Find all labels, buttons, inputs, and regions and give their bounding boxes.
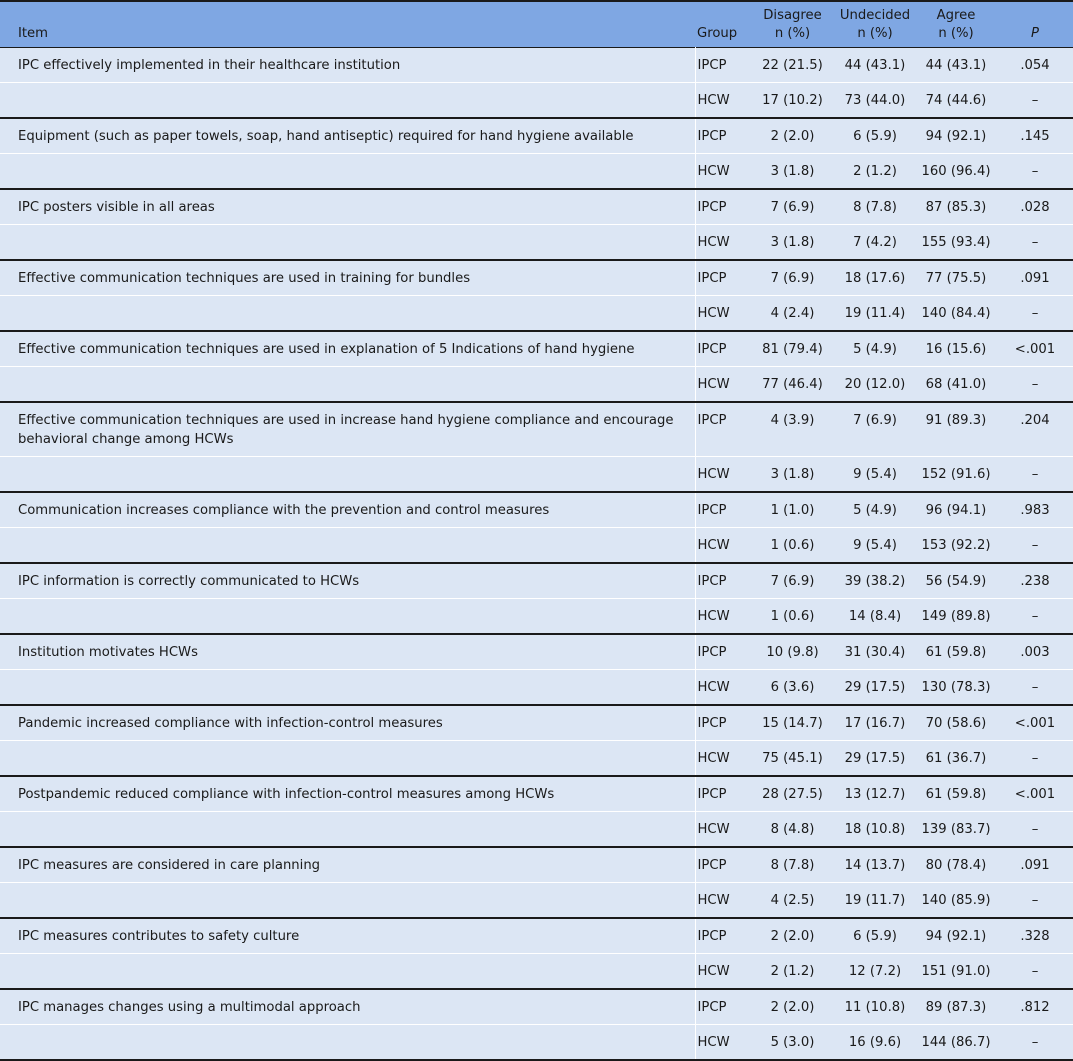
undecided-cell: 29 (17.5)	[844, 679, 906, 695]
agree-cell: 139 (83.7)	[921, 821, 991, 837]
item-spacer	[0, 953, 695, 989]
p-value-cell: <.001	[997, 776, 1073, 812]
group-cell: IPCP	[695, 918, 750, 954]
table-row-ipcp	[0, 189, 1073, 225]
undecided-cell: 18 (10.8)	[844, 821, 906, 837]
item-label: Communication increases compliance with the prevention and control measures	[0, 492, 695, 528]
agree-cell: 87 (85.3)	[915, 189, 997, 225]
item-spacer	[0, 882, 695, 918]
header-p: P	[1031, 25, 1039, 41]
p-value-cell: .204	[997, 402, 1073, 457]
p-value-cell: .003	[997, 634, 1073, 670]
agree-cell: 16 (15.6)	[915, 331, 997, 367]
p-value-cell: .091	[997, 260, 1073, 296]
table-row-ipcp	[0, 402, 1073, 457]
p-value-cell: –	[1031, 234, 1039, 250]
table-row-hcw	[0, 295, 1073, 331]
undecided-cell: 7 (4.2)	[853, 234, 897, 250]
table-row-ipcp	[0, 118, 1073, 154]
agree-cell: 68 (41.0)	[925, 376, 987, 392]
p-value-cell: .812	[997, 989, 1073, 1025]
disagree-cell: 22 (21.5)	[750, 47, 835, 82]
group-cell: HCW	[697, 1034, 730, 1050]
disagree-cell: 2 (2.0)	[750, 989, 835, 1025]
p-value-cell: –	[1031, 1034, 1039, 1050]
table-row-ipcp	[0, 331, 1073, 367]
item-spacer	[0, 669, 695, 705]
group-cell: IPCP	[695, 118, 750, 154]
p-value-cell: –	[1031, 679, 1039, 695]
undecided-cell: 44 (43.1)	[835, 47, 915, 82]
agree-cell: 80 (78.4)	[915, 847, 997, 883]
disagree-cell: 1 (1.0)	[750, 492, 835, 528]
item-label: Effective communication techniques are used in explanation of 5 Indications of hand hygiene	[0, 331, 695, 367]
item-label: Effective communication techniques are used in increase hand hygiene compliance and encourage behavioral change among HCWs	[0, 402, 695, 457]
group-cell: HCW	[697, 892, 730, 908]
item-label: Postpandemic reduced compliance with infection-control measures among HCWs	[0, 776, 695, 812]
undecided-cell: 11 (10.8)	[835, 989, 915, 1025]
table-row-ipcp	[0, 563, 1073, 599]
group-cell: IPCP	[695, 47, 750, 82]
table-row-hcw	[0, 82, 1073, 118]
table-row-ipcp	[0, 705, 1073, 741]
group-cell: HCW	[697, 537, 730, 553]
header-agree-unit: n (%)	[938, 25, 974, 41]
disagree-cell: 4 (2.5)	[770, 892, 815, 908]
agree-cell: 61 (59.8)	[915, 776, 997, 812]
undecided-cell: 9 (5.4)	[853, 466, 897, 482]
group-cell: HCW	[697, 305, 730, 321]
p-value-cell: –	[1031, 537, 1039, 553]
group-cell: IPCP	[695, 634, 750, 670]
disagree-cell: 4 (2.4)	[770, 305, 815, 321]
header-undecided-unit: n (%)	[857, 25, 893, 41]
disagree-cell: 17 (10.2)	[762, 92, 823, 108]
disagree-cell: 4 (3.9)	[750, 402, 835, 457]
item-spacer	[0, 82, 695, 118]
group-cell: HCW	[697, 821, 730, 837]
table-row-hcw	[0, 669, 1073, 705]
agree-cell: 61 (36.7)	[925, 750, 987, 766]
undecided-cell: 7 (6.9)	[835, 402, 915, 457]
table-row-hcw	[0, 456, 1073, 492]
header-row	[0, 1, 1073, 47]
disagree-cell: 7 (6.9)	[750, 189, 835, 225]
disagree-cell: 7 (6.9)	[750, 260, 835, 296]
item-label: Equipment (such as paper towels, soap, hand antiseptic) required for hand hygiene available	[0, 118, 695, 154]
undecided-cell: 17 (16.7)	[835, 705, 915, 741]
header-agree	[915, 1, 997, 47]
agree-cell: 152 (91.6)	[921, 466, 991, 482]
undecided-cell: 29 (17.5)	[844, 750, 906, 766]
p-value-cell: .054	[997, 47, 1073, 82]
item-label: IPC posters visible in all areas	[0, 189, 695, 225]
undecided-cell: 8 (7.8)	[835, 189, 915, 225]
agree-cell: 61 (59.8)	[915, 634, 997, 670]
undecided-cell: 39 (38.2)	[835, 563, 915, 599]
undecided-cell: 6 (5.9)	[835, 118, 915, 154]
undecided-cell: 19 (11.4)	[844, 305, 906, 321]
agree-cell: 130 (78.3)	[921, 679, 991, 695]
p-value-cell: –	[1031, 892, 1039, 908]
p-value-cell: –	[1031, 376, 1039, 392]
table-row-hcw	[0, 527, 1073, 563]
table-row-hcw	[0, 811, 1073, 847]
undecided-cell: 31 (30.4)	[835, 634, 915, 670]
group-cell: HCW	[697, 608, 730, 624]
group-cell: HCW	[697, 92, 730, 108]
item-spacer	[0, 811, 695, 847]
undecided-cell: 20 (12.0)	[844, 376, 906, 392]
undecided-cell: 14 (13.7)	[835, 847, 915, 883]
agree-cell: 44 (43.1)	[915, 47, 997, 82]
agree-cell: 96 (94.1)	[915, 492, 997, 528]
header-undecided-label: Undecided	[839, 7, 911, 23]
header-item: Item	[18, 25, 49, 41]
header-group: Group	[697, 25, 738, 41]
disagree-cell: 1 (0.6)	[770, 537, 815, 553]
agree-cell: 56 (54.9)	[915, 563, 997, 599]
item-label: Effective communication techniques are used in training for bundles	[0, 260, 695, 296]
p-value-cell: <.001	[997, 331, 1073, 367]
header-agree-label: Agree	[936, 7, 976, 23]
agree-cell: 144 (86.7)	[921, 1034, 991, 1050]
p-value-cell: .238	[997, 563, 1073, 599]
table-row-ipcp	[0, 989, 1073, 1025]
item-spacer	[0, 366, 695, 402]
group-cell: HCW	[697, 234, 730, 250]
agree-cell: 140 (85.9)	[921, 892, 991, 908]
undecided-cell: 9 (5.4)	[853, 537, 897, 553]
table-row-hcw	[0, 953, 1073, 989]
group-cell: HCW	[697, 376, 730, 392]
group-cell: IPCP	[695, 776, 750, 812]
agree-cell: 160 (96.4)	[921, 163, 991, 179]
p-value-cell: –	[1031, 305, 1039, 321]
disagree-cell: 3 (1.8)	[770, 466, 815, 482]
undecided-cell: 16 (9.6)	[848, 1034, 902, 1050]
p-value-cell: .028	[997, 189, 1073, 225]
table-row-hcw	[0, 740, 1073, 776]
item-label: Pandemic increased compliance with infection-control measures	[0, 705, 695, 741]
undecided-cell: 14 (8.4)	[848, 608, 902, 624]
agree-cell: 91 (89.3)	[915, 402, 997, 457]
p-value-cell: –	[1031, 163, 1039, 179]
p-value-cell: .145	[997, 118, 1073, 154]
agree-cell: 149 (89.8)	[921, 608, 991, 624]
table-row-ipcp	[0, 260, 1073, 296]
item-spacer	[0, 598, 695, 634]
group-cell: HCW	[697, 466, 730, 482]
table-row-hcw	[0, 153, 1073, 189]
table-row-ipcp	[0, 634, 1073, 670]
undecided-cell: 19 (11.7)	[844, 892, 906, 908]
disagree-cell: 8 (4.8)	[770, 821, 815, 837]
group-cell: IPCP	[695, 847, 750, 883]
p-value-cell: –	[1031, 466, 1039, 482]
table-row-hcw	[0, 224, 1073, 260]
item-spacer	[0, 527, 695, 563]
undecided-cell: 2 (1.2)	[853, 163, 897, 179]
undecided-cell: 18 (17.6)	[835, 260, 915, 296]
agree-cell: 94 (92.1)	[915, 918, 997, 954]
item-label: Institution motivates HCWs	[0, 634, 695, 670]
agree-cell: 155 (93.4)	[921, 234, 991, 250]
table-row-ipcp	[0, 918, 1073, 954]
item-spacer	[0, 1024, 695, 1060]
undecided-cell: 6 (5.9)	[835, 918, 915, 954]
undecided-cell: 5 (4.9)	[835, 331, 915, 367]
disagree-cell: 3 (1.8)	[770, 163, 815, 179]
table-row-hcw	[0, 598, 1073, 634]
item-spacer	[0, 153, 695, 189]
group-cell: IPCP	[695, 705, 750, 741]
disagree-cell: 81 (79.4)	[750, 331, 835, 367]
agree-cell: 74 (44.6)	[925, 92, 987, 108]
p-value-cell: .328	[997, 918, 1073, 954]
header-undecided	[835, 1, 915, 47]
undecided-cell: 12 (7.2)	[848, 963, 902, 979]
header-disagree-unit: n (%)	[774, 25, 811, 41]
p-value-cell: –	[1031, 821, 1039, 837]
disagree-cell: 8 (7.8)	[750, 847, 835, 883]
p-value-cell: –	[1031, 963, 1039, 979]
disagree-cell: 7 (6.9)	[750, 563, 835, 599]
item-spacer	[0, 456, 695, 492]
group-cell: HCW	[697, 163, 730, 179]
item-label: IPC information is correctly communicated to HCWs	[0, 563, 695, 599]
disagree-cell: 77 (46.4)	[762, 376, 823, 392]
item-label: IPC manages changes using a multimodal approach	[0, 989, 695, 1025]
p-value-cell: <.001	[997, 705, 1073, 741]
agree-cell: 89 (87.3)	[915, 989, 997, 1025]
group-cell: HCW	[697, 679, 730, 695]
p-value-cell: –	[1031, 750, 1039, 766]
header-disagree-label: Disagree	[763, 7, 822, 23]
disagree-cell: 2 (1.2)	[770, 963, 815, 979]
group-cell: IPCP	[695, 989, 750, 1025]
item-spacer	[0, 224, 695, 260]
table-row-ipcp	[0, 847, 1073, 883]
p-value-cell: –	[1031, 608, 1039, 624]
item-spacer	[0, 740, 695, 776]
group-cell: IPCP	[695, 402, 750, 457]
disagree-cell: 10 (9.8)	[750, 634, 835, 670]
disagree-cell: 2 (2.0)	[750, 118, 835, 154]
item-spacer	[0, 295, 695, 331]
item-label: IPC measures contributes to safety culture	[0, 918, 695, 954]
undecided-cell: 73 (44.0)	[844, 92, 906, 108]
table-body	[0, 47, 1073, 1060]
disagree-cell: 2 (2.0)	[750, 918, 835, 954]
agree-cell: 140 (84.4)	[921, 305, 991, 321]
agree-cell: 70 (58.6)	[915, 705, 997, 741]
disagree-cell: 15 (14.7)	[750, 705, 835, 741]
p-value-cell: .091	[997, 847, 1073, 883]
disagree-cell: 5 (3.0)	[770, 1034, 815, 1050]
item-label: IPC measures are considered in care planning	[0, 847, 695, 883]
table-row-hcw	[0, 1024, 1073, 1060]
group-cell: IPCP	[695, 189, 750, 225]
agree-cell: 94 (92.1)	[915, 118, 997, 154]
disagree-cell: 3 (1.8)	[770, 234, 815, 250]
agree-cell: 151 (91.0)	[921, 963, 991, 979]
p-value-cell: –	[1031, 92, 1039, 108]
group-cell: HCW	[697, 963, 730, 979]
table-row-hcw	[0, 366, 1073, 402]
agree-cell: 77 (75.5)	[915, 260, 997, 296]
agree-cell: 153 (92.2)	[921, 537, 991, 553]
item-label: IPC effectively implemented in their healthcare institution	[0, 47, 695, 82]
header-disagree	[750, 1, 835, 47]
table-row-hcw	[0, 882, 1073, 918]
group-cell: IPCP	[695, 260, 750, 296]
undecided-cell: 5 (4.9)	[835, 492, 915, 528]
group-cell: IPCP	[695, 492, 750, 528]
table-row-ipcp	[0, 492, 1073, 528]
table-row-ipcp	[0, 47, 1073, 82]
disagree-cell: 75 (45.1)	[762, 750, 823, 766]
disagree-cell: 28 (27.5)	[750, 776, 835, 812]
group-cell: IPCP	[695, 331, 750, 367]
disagree-cell: 6 (3.6)	[770, 679, 815, 695]
undecided-cell: 13 (12.7)	[835, 776, 915, 812]
disagree-cell: 1 (0.6)	[770, 608, 815, 624]
group-cell: IPCP	[695, 563, 750, 599]
table-row-ipcp	[0, 776, 1073, 812]
group-cell: HCW	[697, 750, 730, 766]
p-value-cell: .983	[997, 492, 1073, 528]
